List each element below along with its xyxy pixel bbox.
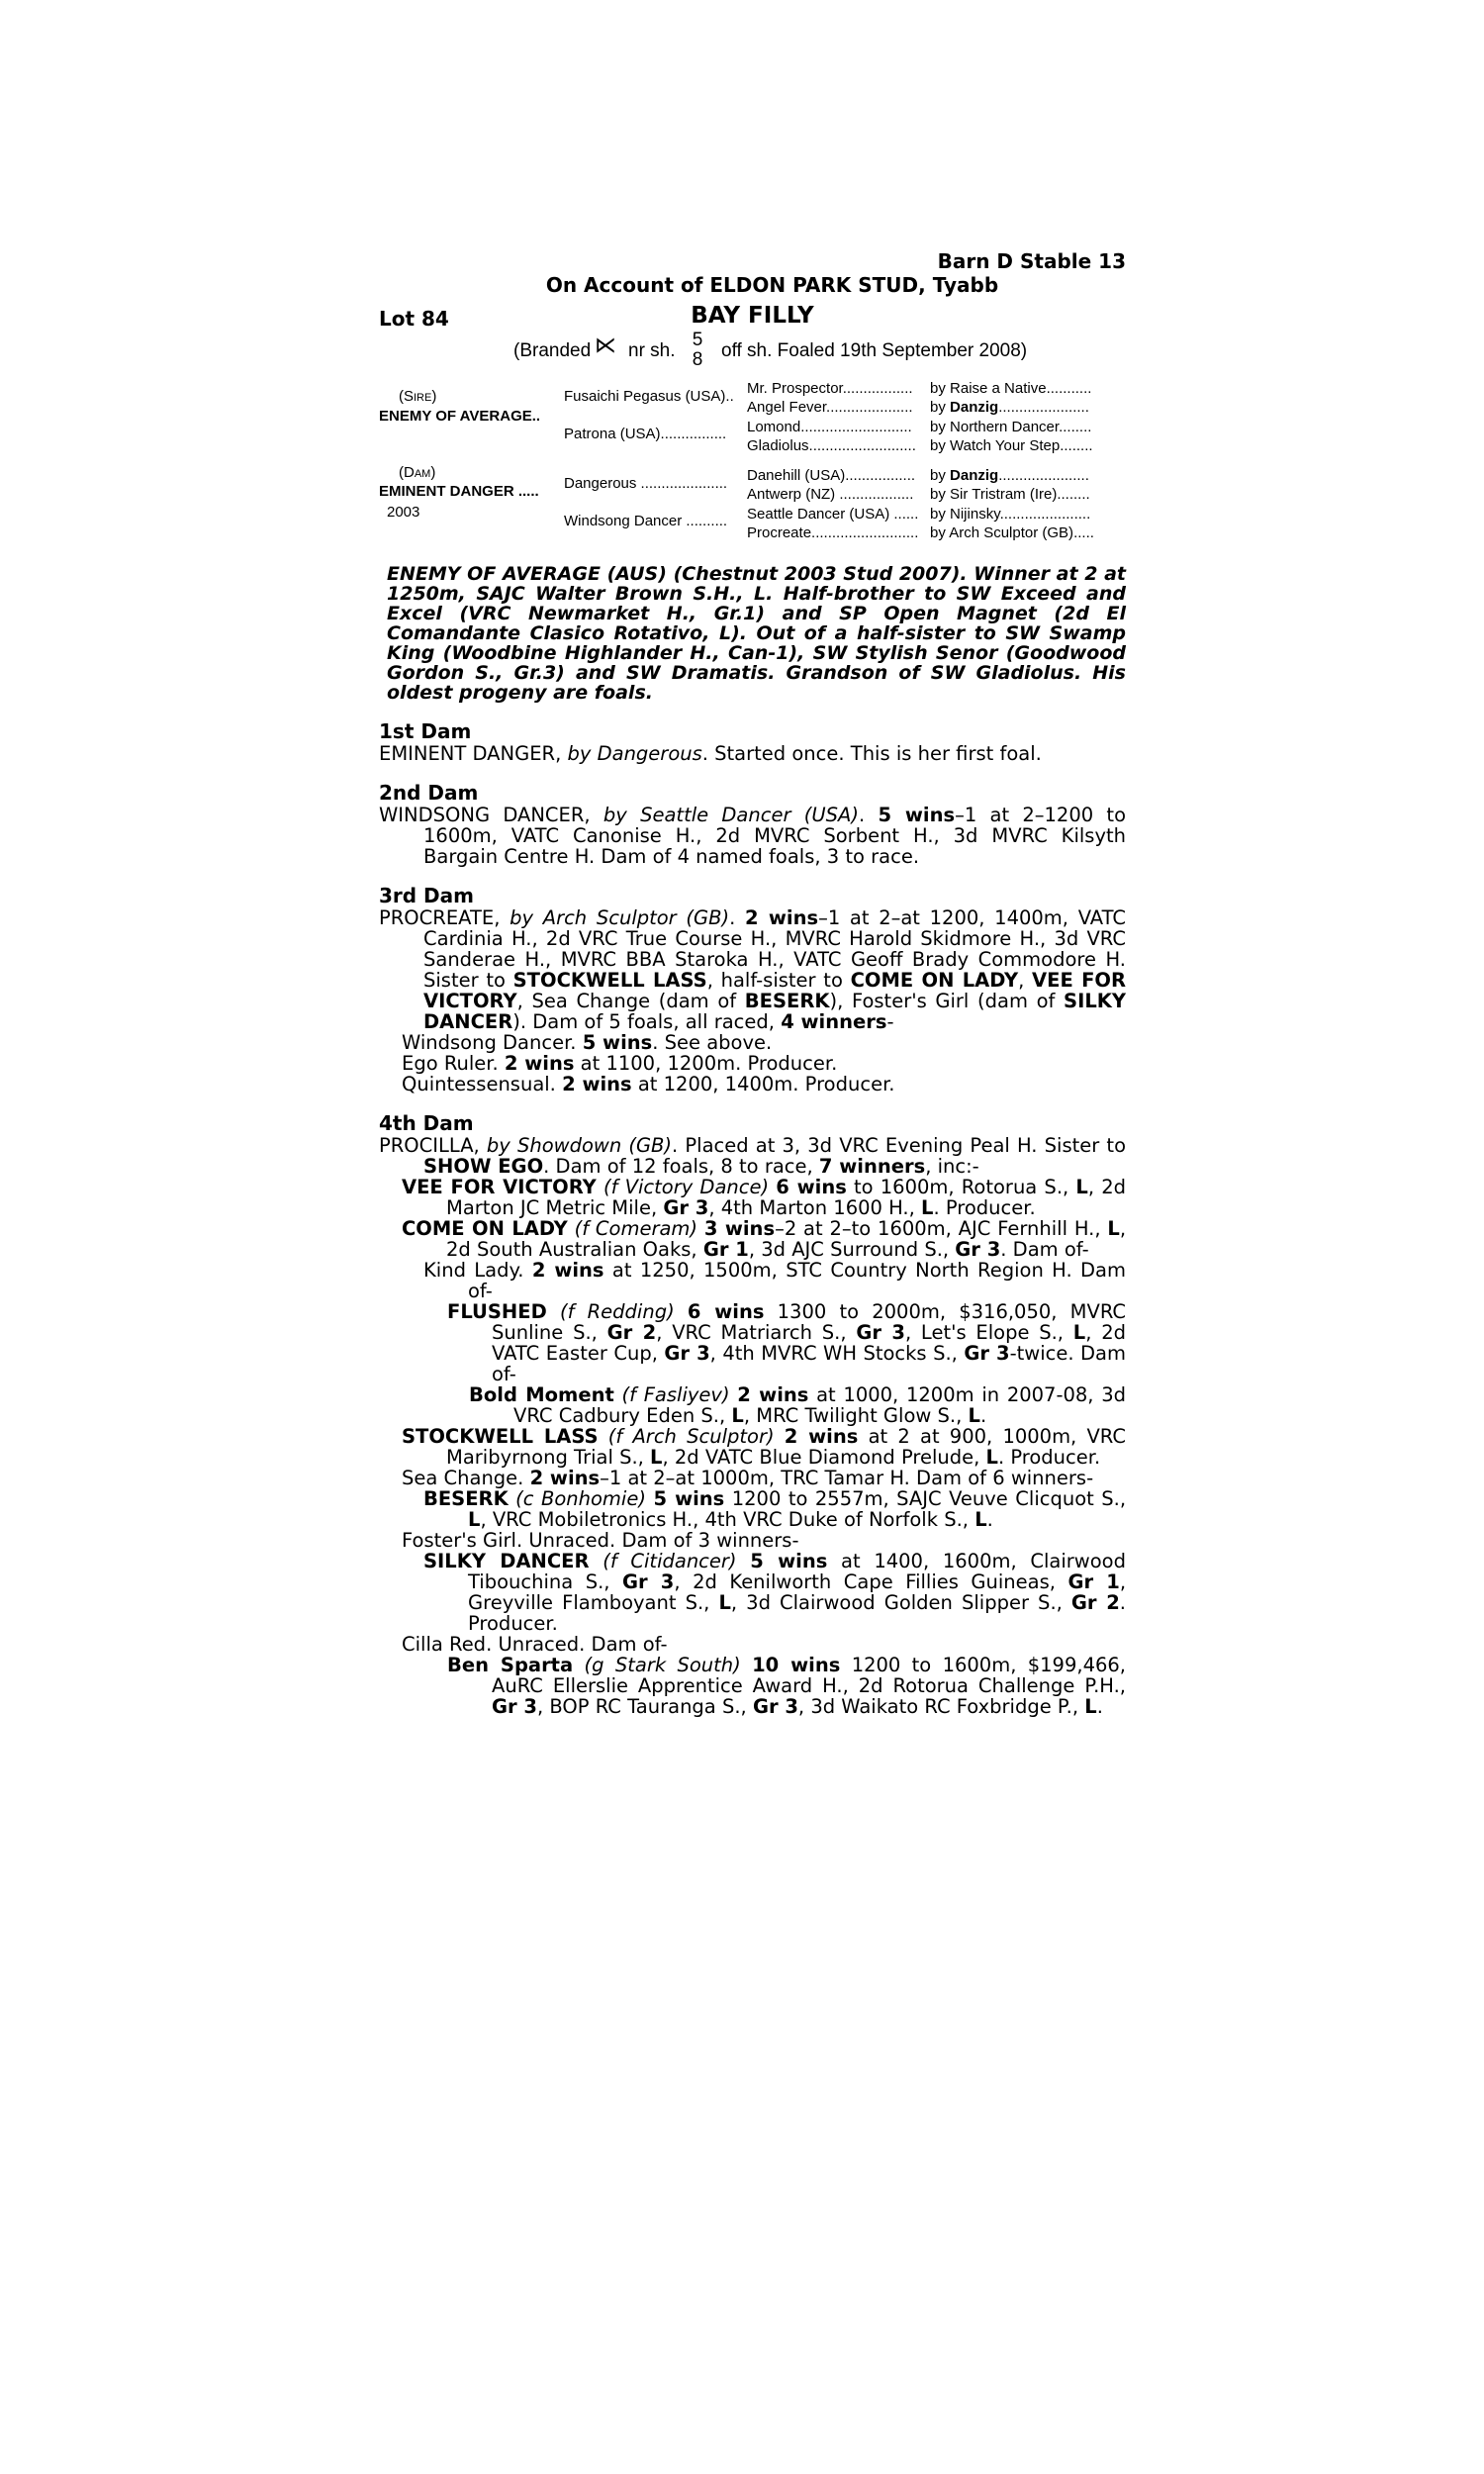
entry-text: Bold Moment [469,1383,614,1406]
entry-text: , VRC Mobiletronics H., 4th VRC Duke of Norfolk S., [480,1508,975,1531]
family-entry [379,1218,1126,1260]
entry-text [614,1383,622,1406]
entry-text: , MRC Twilight Glow S., [743,1404,969,1427]
entry-text: at 1200, 1400m. Producer. [631,1073,895,1095]
entry-text: , 3d Clairwood Golden Slipper S., [730,1591,1071,1614]
entry-text: SILKY DANCER [423,1550,590,1572]
family-entry [379,1135,1126,1177]
family-entry [379,1260,1126,1301]
entry-text: VEE FOR VICTORY [423,969,1127,1012]
entry-text: Ben Sparta [447,1654,574,1676]
entry-text: Gr 3 [964,1342,1010,1365]
family-entry [379,1468,1126,1488]
entry-text: , Let's Elope S., [904,1321,1073,1344]
entry-text: Cilla Red. Unraced. Dam of- [402,1633,668,1656]
entry-text: –1 at 2–at 1000m, TRC Tamar H. Dam of 6 winners- [600,1467,1094,1489]
family-entry [379,1426,1126,1468]
entry-text: . Producer. [468,1591,1126,1635]
entry-text: at 1400, 1600m, Clairwood Tibouchina S., [468,1550,1126,1593]
horse-description: BAY FILLY [691,303,814,329]
entry-text: VEE FOR VICTORY [402,1176,597,1198]
entry-text: (f Citidancer) [603,1550,737,1572]
entry-text: L [985,1446,998,1469]
entry-text: , [1018,969,1033,992]
entry-text: L [468,1508,481,1531]
entry-text: (f Victory Dance) [603,1176,770,1198]
foaling-details: off sh. Foaled 19th September 2008) [721,340,1028,361]
entry-text [568,1217,575,1240]
entry-text: Gr 3 [856,1321,905,1344]
entry-text: 5 wins [653,1487,725,1510]
entry-text: 2 wins [745,906,819,929]
ancestor: Danehill (USA)................. [747,467,916,484]
entry-text: (f Comeram) [574,1217,698,1240]
entry-text: by Dangerous [567,742,702,765]
entry-text: . Dam of 12 foals, 8 to race, [543,1155,819,1178]
entry-text: by Seattle Dancer (USA) [603,804,859,826]
entry-text: SILKY DANCER [423,990,1127,1033]
entry-text: . Started once. This is her first foal. [701,742,1042,765]
sire-sire: Fusaichi Pegasus (USA).. [564,388,734,405]
entry-text: - [886,1010,894,1033]
entry-text: , 2d South Australian Oaks, [446,1217,1127,1261]
entry-text: COME ON LADY [850,969,1019,992]
sire-name: ENEMY OF AVERAGE.. [379,408,541,425]
entry-text: Kind Lady. [423,1259,532,1282]
entry-text: STOCKWELL LASS [512,969,707,992]
brand-position: nr sh. [628,340,676,361]
ancestor: Procreate.......................... [747,524,919,541]
entry-text: (c Bonhomie) [515,1487,646,1510]
family-entry [379,1301,1126,1384]
fraction-numerator: 5 [692,330,703,350]
sire-biography: ENEMY OF AVERAGE (AUS) (Chestnut 2003 Stud 2007). Winner at 2 at 1250m, SAJC Walter Brown S.H., L. Half-brother to SW Exceed and Excel (VRC Newmarket H., Gr.1) and SP Open Magnet (2d El Comandante Clasico Rotativo, L). Out of a half-sister to SW Swamp King (Woodbine Highlander H., Can-1), SW Stylish Senor (Goodwood Gordon S., Gr.3) and SW Dramatis. Grandson of SW Gladiolus. His oldest progeny are foals. [387,563,1126,704]
entry-text: Gr 1 [1067,1570,1120,1593]
pedigree-table [379,376,1126,541]
family-entry [379,1488,1126,1530]
ancestor: Antwerp (NZ) .................. [747,486,914,503]
entry-text: Ego Ruler. [402,1052,505,1075]
entry-text: Gr 1 [702,1238,749,1261]
entry-text: L [1107,1217,1120,1240]
entry-text [697,1217,704,1240]
entry-text: , 2d Marton JC Metric Mile, [446,1176,1127,1219]
entry-text: 2 wins [784,1425,859,1448]
brand-fraction [691,331,704,370]
family-entry [379,1634,1126,1655]
entry-text: Gr 2 [1070,1591,1120,1614]
entry-text: –1 at 2–at 1200, 1400m, VATC Cardinia H., 2d VRC True Course H., MVRC Harold Skidmore H., 3d VRC Sanderae H., MVRC BBA Staroka H., VATC Geoff Brady Commodore H. Sister to [423,906,1126,992]
entry-text: . Placed at 3, 3d VRC Evening Peal H. Sister to [672,1134,1126,1157]
entry-text: at 1100, 1200m. Producer. [574,1052,838,1075]
entry-text: , Greyville Flamboyant S., [468,1570,1127,1614]
entry-text [775,1425,785,1448]
ancestor-sire: by Arch Sculptor (GB)..... [930,524,1094,541]
ancestor-sire: by Northern Dancer........ [930,419,1092,435]
dam-heading: 2nd Dam [379,781,479,805]
entry-text: . [729,906,746,929]
entry-text: to 1600m, Rotorua S., [846,1176,1076,1198]
entry-text: Windsong Dancer. [402,1031,583,1054]
entry-text: . Dam of- [1000,1238,1089,1261]
family-entry [379,1032,1126,1053]
vendor-account: On Account of ELDON PARK STUD, Tyabb [545,273,999,297]
entry-text: EMINENT DANGER, [379,742,568,765]
entry-text: . [858,804,879,826]
family-entry [379,1177,1126,1218]
entry-text: Gr 3 [492,1695,537,1718]
entry-text [737,1550,751,1572]
entry-text: BESERK [744,990,830,1012]
entry-text: Gr 3 [955,1238,1001,1261]
entry-text: 6 wins [687,1300,765,1323]
entry-text: 1200 to 1600m, $199,466, AuRC Ellerslie Apprentice Award H., 2d Rotorua Challenge P.H., [492,1654,1126,1697]
entry-text: 4 winners [781,1010,887,1033]
entry-text: by Showdown (GB) [486,1134,673,1157]
ancestor-sire: by Watch Your Step........ [930,437,1093,454]
entry-text: ), Foster's Girl (dam of [829,990,1065,1012]
entry-text: –2 at 2–to 1600m, AJC Fernhill H., [775,1217,1108,1240]
entry-text [597,1176,603,1198]
entry-text [547,1300,560,1323]
entry-text: L [650,1446,663,1469]
entry-text: 3 wins [703,1217,776,1240]
entry-text: by Arch Sculptor (GB) [510,906,730,929]
dam-heading: 4th Dam [379,1111,474,1135]
ancestor-sire: by Nijinsky...................... [930,506,1091,523]
entry-text: Sea Change. [402,1467,530,1489]
entry-text: 5 wins [582,1031,653,1054]
entry-text: . Producer. [933,1196,1036,1219]
entry-text: 6 wins [776,1176,847,1198]
entry-text: -twice. Dam of- [492,1342,1126,1385]
entry-text: 2 wins [562,1073,632,1095]
entry-text: , inc:- [925,1155,979,1178]
entry-text [573,1654,584,1676]
ancestor-sire: by Danzig...................... [930,467,1089,484]
family-entry [379,1530,1126,1551]
ancestor: Angel Fever..................... [747,399,913,416]
ancestor-sire: by Sir Tristram (Ire)........ [930,486,1090,503]
entry-text: L [974,1508,987,1531]
entry-text: L [921,1196,934,1219]
entry-text [741,1654,752,1676]
entry-text: (f Fasliyev) [621,1383,730,1406]
entry-text: SHOW EGO [423,1155,544,1178]
entry-text: –1 at 2–1200 to 1600m, VATC Canonise H., 2d MVRC Sorbent H., 3d MVRC Kilsyth Bargain Centre H. Dam of 4 named foals, 3 to race. [423,804,1126,868]
entry-text: . Producer. [997,1446,1101,1469]
entry-text: . See above. [652,1031,773,1054]
barn-stable: Barn D Stable 13 [937,249,1126,273]
brand-line [379,330,1126,372]
brand-prefix: (Branded [513,340,592,361]
entry-text: 5 wins [878,804,956,826]
family-entry [379,1074,1126,1094]
dam-name: EMINENT DANGER ..... [379,483,539,500]
entry-text: 1200 to 2557m, SAJC Veuve Clicquot S., [724,1487,1127,1510]
entry-text: 2 wins [531,1259,604,1282]
entry-text: Gr 3 [663,1196,709,1219]
family-entry [379,1655,1126,1717]
entry-text: Gr 3 [752,1695,798,1718]
dam-heading: 3rd Dam [379,884,474,907]
entry-text: Gr 3 [622,1570,675,1593]
family-entry [379,743,1126,764]
entry-text: WINDSONG DANCER, [379,804,603,826]
entry-text: L [718,1591,731,1614]
entry-text: , half-sister to [706,969,851,992]
entry-text: L [1075,1176,1088,1198]
entry-text: , VRC Matriarch S., [656,1321,857,1344]
ancestor-sire: by Raise a Native........... [930,380,1092,397]
ancestor-sire: by Danzig...................... [930,399,1089,416]
entry-text: PROCILLA, [379,1134,487,1157]
entry-text: Gr 2 [606,1321,657,1344]
sire-dam: Patrona (USA)................ [564,426,727,442]
entry-text: at 1000, 1200m in 2007-08, 3d VRC Cadbury Eden S., [513,1383,1127,1427]
entry-text: at 2 at 900, 1000m, VRC Maribyrnong Trial S., [446,1425,1127,1469]
entry-text: , Sea Change (dam of [516,990,745,1012]
entry-text: , BOP RC Tauranga S., [536,1695,753,1718]
female-family [379,720,1126,1717]
entry-text: 7 winners [818,1155,926,1178]
entry-text: L [968,1404,980,1427]
entry-text: . [979,1404,987,1427]
dam-label: (Dam) [399,464,436,481]
ancestor: Gladiolus.......................... [747,437,916,454]
entry-text: , 4th MVRC WH Stocks S., [709,1342,965,1365]
lot-line [379,303,1126,333]
dam-heading: 1st Dam [379,719,472,743]
brand-mark-icon: ⋉ [595,333,616,357]
dam-sire: Dangerous ..................... [564,475,728,492]
entry-text: 5 wins [750,1550,828,1572]
entry-text: . [1096,1695,1103,1718]
entry-text: Foster's Girl. Unraced. Dam of 3 winners- [402,1529,799,1552]
entry-text: 2 wins [504,1052,575,1075]
entry-text: 2 wins [737,1383,809,1406]
entry-text: L [1084,1695,1097,1718]
entry-text: , 3d Waikato RC Foxbridge P., [797,1695,1085,1718]
family-entry [379,1053,1126,1074]
family-entry [379,1384,1126,1426]
entry-text: FLUSHED [447,1300,547,1323]
entry-text: Quintessensual. [402,1073,563,1095]
fraction-denominator: 8 [692,349,703,370]
entry-text: , 2d VATC Blue Diamond Prelude, [662,1446,986,1469]
entry-text: BESERK [423,1487,509,1510]
entry-text: (f Arch Sculptor) [607,1425,775,1448]
entry-text: 1300 to 2000m, $316,050, MVRC Sunline S., [492,1300,1127,1344]
entry-text: at 1250, 1500m, STC Country North Region H. Dam of- [468,1259,1127,1302]
entry-text: L [1072,1321,1086,1344]
ancestor: Mr. Prospector................. [747,380,913,397]
entry-text: . [986,1508,993,1531]
catalogue-page [379,249,1126,1717]
family-entry [379,907,1126,1032]
entry-text [599,1425,608,1448]
ancestor: Seattle Dancer (USA) ...... [747,506,919,523]
entry-text: PROCREATE, [379,906,510,929]
entry-text: , 2d VATC Easter Cup, [492,1321,1127,1365]
ancestor: Lomond........................... [747,419,912,435]
dam-year: 2003 [387,504,420,521]
sire-label: (Sire) [399,388,437,405]
entry-text: (g Stark South) [584,1654,741,1676]
dam-dam: Windsong Dancer .......... [564,513,728,529]
entry-text: , 3d AJC Surround S., [748,1238,956,1261]
entry-text: COME ON LADY [402,1217,568,1240]
entry-text: L [731,1404,744,1427]
entry-text: STOCKWELL LASS [402,1425,599,1448]
entry-text: , 4th Marton 1600 H., [708,1196,922,1219]
entry-text: 2 wins [529,1467,601,1489]
entry-text: 10 wins [752,1654,841,1676]
family-entry [379,805,1126,867]
entry-text: , 2d Kenilworth Cape Fillies Guineas, [674,1570,1068,1593]
family-entry [379,1551,1126,1634]
lot-number: Lot 84 [379,307,449,331]
entry-text [590,1550,603,1572]
entry-text: ). Dam of 5 foals, all raced, [512,1010,782,1033]
entry-text [675,1300,688,1323]
entry-text: (f Redding) [559,1300,675,1323]
entry-text: Gr 3 [664,1342,710,1365]
